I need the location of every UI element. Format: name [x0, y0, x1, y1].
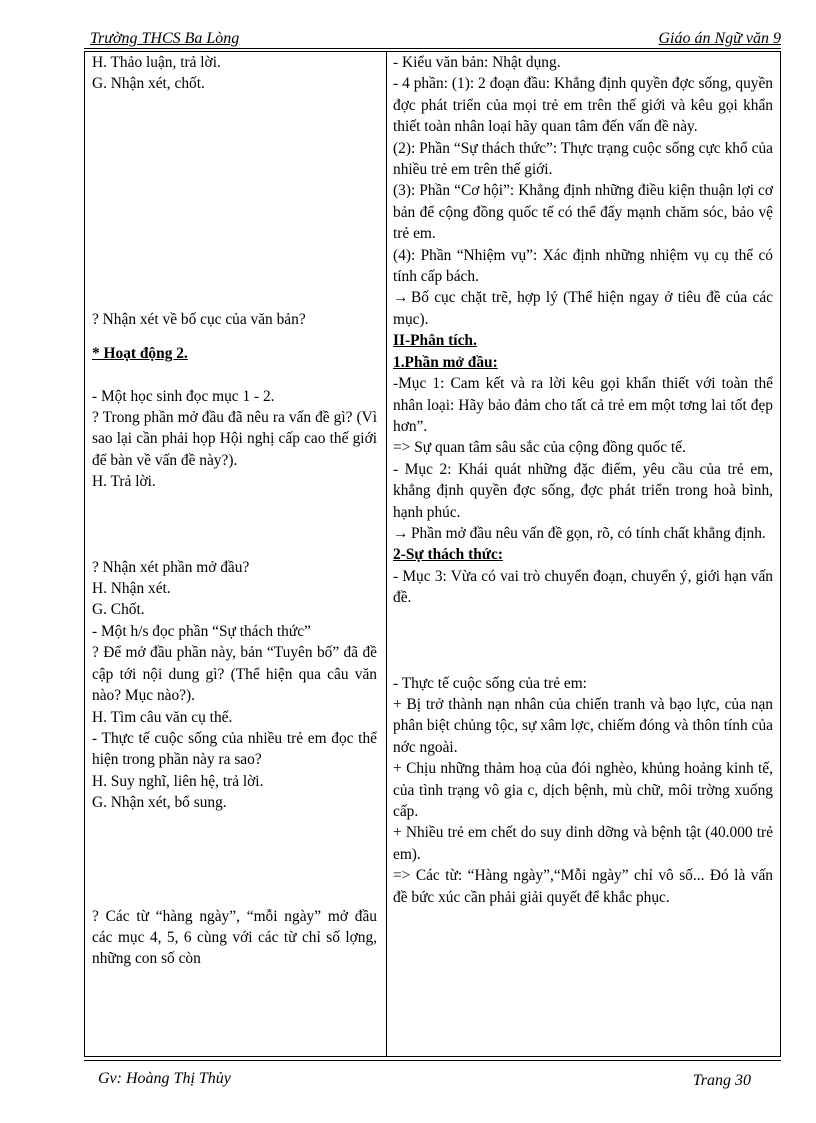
section-heading: II-Phân tích.	[393, 332, 477, 350]
left-line: - Một h/s đọc phần “Sự thách thức”	[92, 622, 311, 640]
left-line: G. Chốt.	[92, 601, 145, 619]
left-line: - Một học sinh đọc mục 1 - 2.	[92, 387, 275, 405]
left-line: H. Trả lời.	[92, 473, 156, 491]
right-line: + Bị trở thành nạn nhân của chiến tranh và bạo lực, của nạn phân biệt chủng tộc, sự xâm lợc, chiếm đóng và thôn tính của nớc ngoài.	[393, 695, 773, 756]
footer-rule	[84, 1060, 781, 1061]
right-line: => Sự quan tâm sâu sắc của cộng đồng quốc tế.	[393, 439, 686, 457]
left-line: - Thực tế cuộc sống của nhiều trẻ em đọc thể hiện trong phần này ra sao?	[92, 729, 377, 769]
right-line: - Thực tế cuộc sống của trẻ em:	[393, 674, 587, 692]
subsection-heading: 2-Sự thách thức:	[393, 546, 503, 564]
left-line: ? Để mở đầu phần này, bản “Tuyên bố” đã đề cập tới nội dung gì? (Thể hiện qua câu văn nào? Mục nào?).	[92, 644, 377, 705]
left-line: G. Nhận xét, bổ sung.	[92, 794, 227, 812]
page-footer	[84, 1066, 781, 1092]
subsection-heading: 1.Phần mở đầu:	[393, 353, 498, 371]
right-line: + Nhiều trẻ em chết do suy dinh dỡng và bệnh tật (40.000 trẻ em).	[393, 824, 773, 863]
school-name: Trường THCS Ba Lòng	[90, 30, 240, 47]
right-line: - Mục 3: Vừa có vai trò chuyển đoạn, chuyển ý, giới hạn vấn đề.	[393, 567, 773, 607]
page-header	[84, 28, 781, 50]
left-line: H. Nhận xét.	[92, 580, 171, 598]
teacher-student-activities-column	[92, 52, 377, 970]
left-line: ? Nhận xét về bố cục của văn bản?	[92, 310, 306, 328]
right-line: (2): Phần “Sự thách thức”: Thực trạng cuộc sống cực khổ của nhiều trẻ em trên thế giới.	[393, 139, 773, 179]
arrow-icon: →	[393, 289, 409, 307]
left-line: H. Thảo luận, trả lời.	[92, 54, 221, 71]
left-line: H. Suy nghĩ, liên hệ, trả lời.	[92, 772, 264, 790]
right-line: (4): Phần “Nhiệm vụ”: Xác định những nhiệm vụ cụ thể có tính cấp bách.	[393, 246, 773, 286]
subject-title: Giáo án Ngữ văn 9	[658, 30, 781, 47]
arrow-icon: →	[393, 524, 409, 542]
right-line: => Các từ: “Hàng ngày”,“Mỗi ngày” chỉ vô số... Đó là vấn đề bức xúc cần phải giải quyết để khắc phục.	[393, 867, 773, 906]
right-line: - Mục 2: Khái quát những đặc điểm, yêu cầu của trẻ em, khẳng định quyền đợc sống, đợc phát triển trong hoà bình, hạnh phúc.	[393, 460, 773, 521]
header-rule	[84, 48, 781, 49]
right-line: -Mục 1: Cam kết và ra lời kêu gọi khẩn thiết với toàn thể nhân loại: Hãy bảo đảm cho tất cả trẻ em một tơng lai tốt đẹp hơn”.	[393, 375, 773, 435]
right-line: - Kiểu văn bản: Nhật dụng.	[393, 54, 561, 71]
left-line: G. Nhận xét, chốt.	[92, 75, 205, 93]
page-number: Trang 30	[692, 1072, 751, 1089]
column-divider	[386, 52, 387, 1056]
left-line: ? Các từ “hàng ngày”, “mỗi ngày” mở đầu các mục 4, 5, 6 cùng với các từ chỉ số lợng, những con số còn	[92, 907, 377, 968]
teacher-name: Gv: Hoàng Thị Thủy	[98, 1070, 231, 1087]
left-line: ? Trong phần mở đầu đã nêu ra vấn đề gì? (Vì sao lại cần phải họp Hội nghị cấp cao thế giới để bàn về vấn đề này?).	[92, 409, 377, 469]
left-line: H. Tìm câu văn cụ thể.	[92, 708, 233, 726]
content-column	[393, 52, 773, 908]
right-line: - 4 phần: (1): 2 đoạn đầu: Khẳng định quyền đợc sống, quyền đợc phát triển của mọi trẻ em trên thế giới và kêu gọi khẩn thiết toàn nhân loại hãy quan tâm đến vấn đề này.	[393, 75, 773, 136]
right-line: (3): Phần “Cơ hội”: Khẳng định những điều kiện thuận lợi cơ bản để cộng đồng quốc tế có thể đẩy mạnh chăm sóc, bảo vệ trẻ em.	[393, 182, 773, 243]
right-line: + Chịu những thảm hoạ của đói nghèo, khủng hoảng kinh tế, của tình trạng vô gia c, dịch bệnh, mù chữ, môi trờng xuống cấp.	[393, 760, 773, 820]
right-line: → Phần mở đầu nêu vấn đề gọn, rõ, có tính chất khẳng định.	[393, 523, 773, 544]
left-line: ? Nhận xét phần mở đầu?	[92, 558, 250, 576]
activity-heading: * Hoạt động 2.	[92, 345, 188, 363]
right-line: → Bố cục chặt trẽ, hợp lý (Thể hiện ngay ở tiêu đề của các mục).	[393, 289, 773, 328]
lesson-table	[84, 51, 781, 1057]
